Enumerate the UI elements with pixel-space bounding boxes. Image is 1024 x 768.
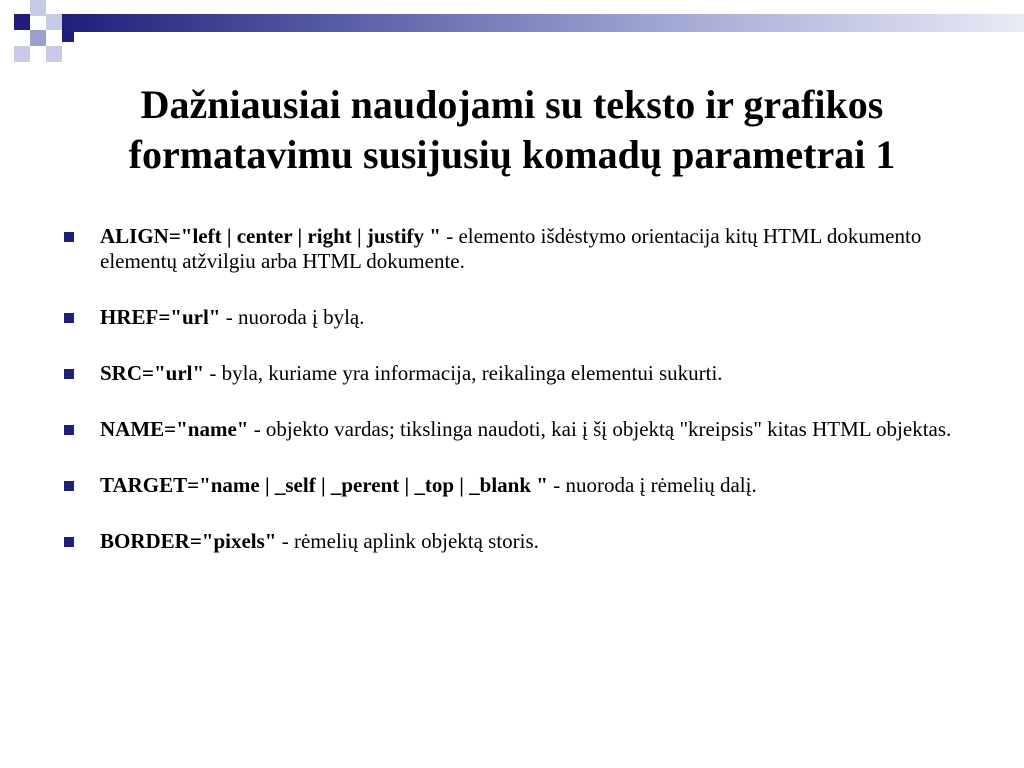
header-gradient-bar [62, 14, 1024, 32]
decor-square [30, 30, 46, 46]
decor-square [46, 46, 62, 62]
slide-title: Dažniausiai naudojami su teksto ir grafikos formatavimu susijusių komadų parametrai 1 [128, 82, 896, 177]
bullet-item-border [60, 529, 980, 554]
parameter-description: - rėmelių aplink objektą storis. [276, 529, 539, 553]
parameter-description: - nuoroda į rėmelių dalį. [547, 473, 757, 497]
parameter-name: NAME="name" [100, 417, 249, 441]
bullet-list [60, 224, 980, 585]
bullet-item-align [60, 224, 980, 274]
decor-square [30, 0, 46, 16]
square-bullet-icon [64, 232, 74, 242]
decor-square [46, 14, 62, 30]
parameter-description: - byla, kuriame yra informacija, reikalinga elementui sukurti. [204, 361, 723, 385]
parameter-name: HREF="url" [100, 305, 221, 329]
bullet-item-target [60, 473, 980, 498]
parameter-name: SRC="url" [100, 361, 205, 385]
bullet-item-src [60, 361, 980, 386]
parameter-description: - elemento išdėstymo orientacija kitų HTML dokumento elementų atžvilgiu arba HTML dokumente. [100, 224, 922, 273]
square-bullet-icon [64, 369, 74, 379]
square-bullet-icon [64, 537, 74, 547]
bullet-item-name [60, 417, 980, 442]
parameter-name: TARGET="name | _self | _perent | _top | _blank " [100, 473, 548, 497]
bullet-item-href [60, 305, 980, 330]
square-bullet-icon [64, 313, 74, 323]
decor-square [14, 14, 30, 30]
parameter-description: - objekto vardas; tikslinga naudoti, kai į šį objektą "kreipsis" kitas HTML objektas. [248, 417, 952, 441]
parameter-name: ALIGN="left | center | right | justify " [100, 224, 441, 248]
parameter-name: BORDER="pixels" [100, 529, 277, 553]
square-bullet-icon [64, 481, 74, 491]
square-bullet-icon [64, 425, 74, 435]
parameter-description: - nuoroda į bylą. [220, 305, 365, 329]
decor-square [14, 46, 30, 62]
